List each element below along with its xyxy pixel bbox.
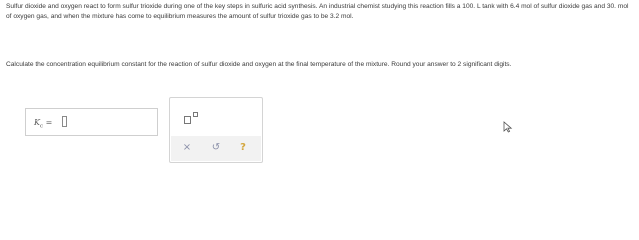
answer-box	[25, 108, 158, 136]
math-tool-panel	[169, 97, 263, 163]
mouse-cursor-icon	[503, 121, 513, 133]
superscript-exponent-icon	[193, 112, 198, 117]
clear-button[interactable]: ×	[179, 141, 195, 155]
question-text: Calculate the concentration equilibrium constant for the reaction of sulfur dioxide and oxygen at the final temperature of the mixture. Round your answer to 2 significant digits.	[6, 61, 512, 68]
problem-statement	[6, 2, 632, 21]
superscript-base-icon	[184, 116, 191, 124]
action-bar	[171, 136, 261, 161]
kc-subscript: c	[39, 123, 44, 130]
answer-label	[34, 118, 52, 130]
superscript-button[interactable]	[182, 112, 204, 126]
kc-variable: K	[34, 118, 40, 127]
answer-input[interactable]	[62, 116, 67, 127]
undo-button[interactable]: ↺	[208, 141, 224, 155]
equals-sign: =	[45, 118, 53, 127]
help-button[interactable]: ?	[235, 141, 251, 155]
problem-text: Sulfur dioxide and oxygen react to form sulfur trioxide during one of the key steps in sulfuric acid synthesis. An industrial chemist studying this reaction fills a 100. L tank with 6.4 mol of sulfur dioxide gas and 30. mol of oxygen gas, and when the mixture has come to equilibrium measures the amount of sulfur trioxide gas to be 3.2 mol.	[6, 3, 629, 20]
question-prompt	[6, 60, 632, 70]
